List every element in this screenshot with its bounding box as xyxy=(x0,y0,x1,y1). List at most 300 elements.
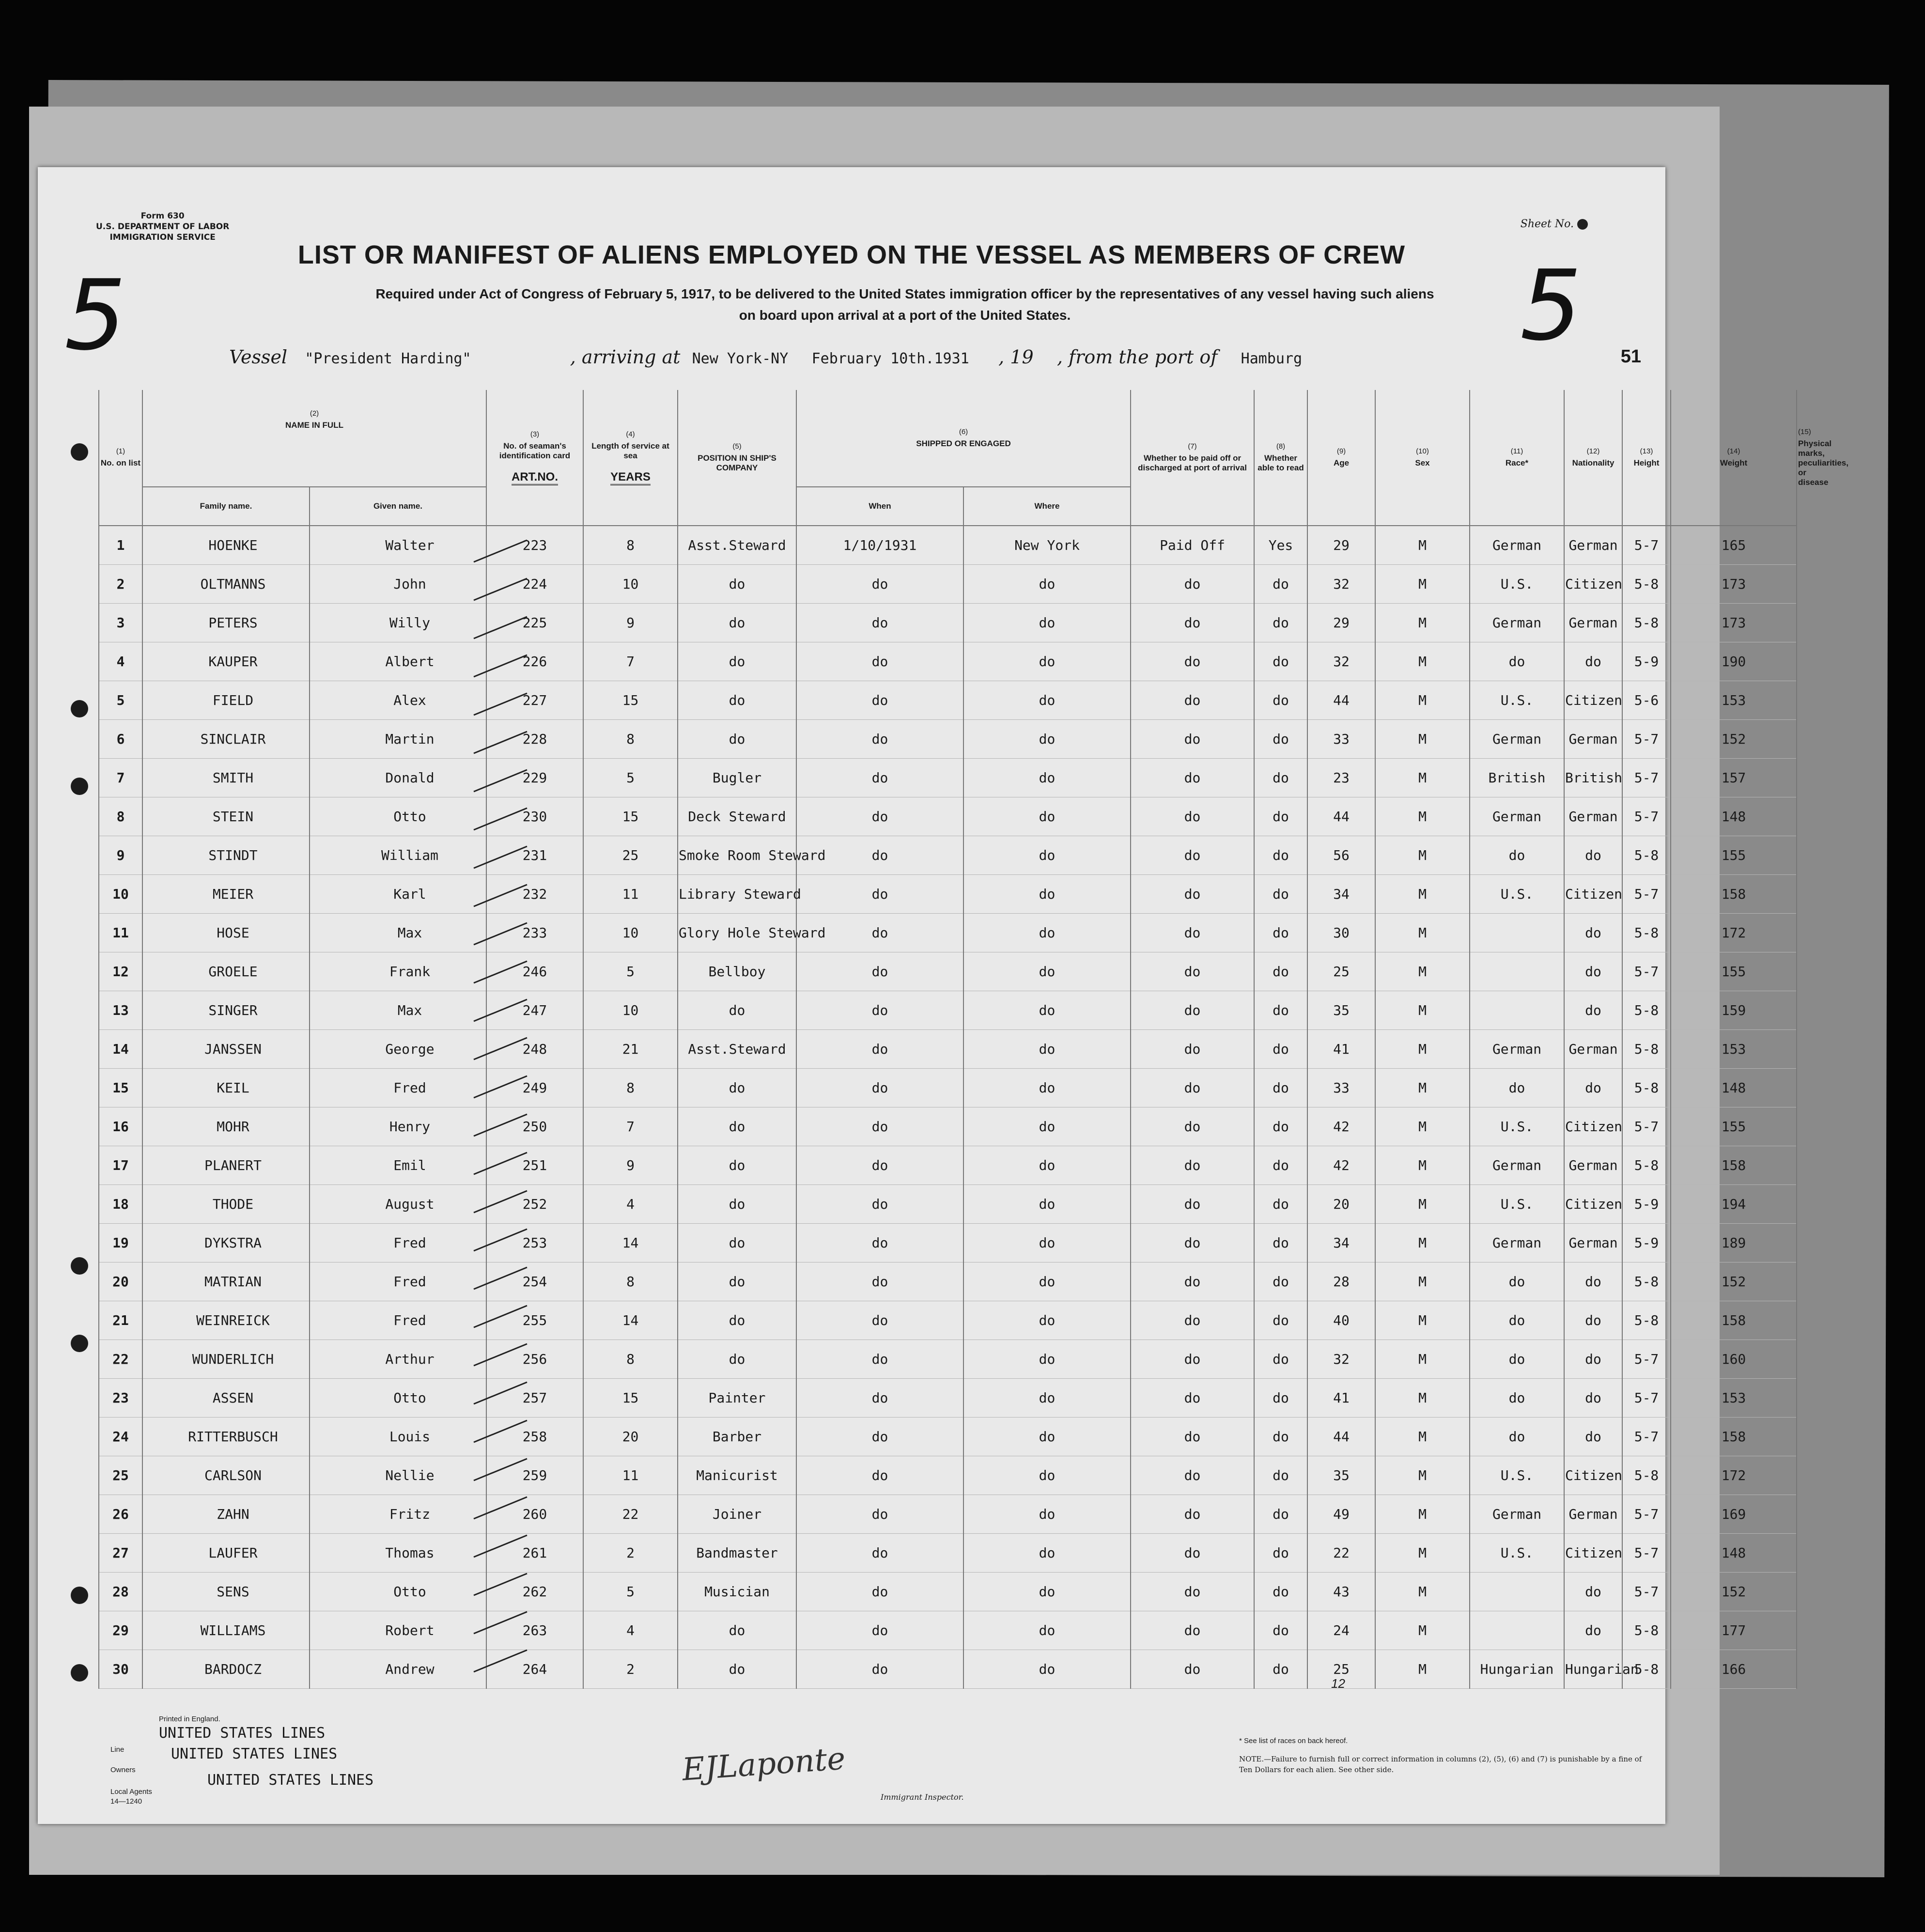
cell-height: 5-8 xyxy=(1622,604,1671,642)
cell-able-to-read: do xyxy=(1254,1495,1307,1534)
cell-nationality: do xyxy=(1564,836,1622,875)
cell-shipped-when: do xyxy=(796,1301,963,1340)
header-when: When xyxy=(796,487,963,526)
cell-race: German xyxy=(1470,1146,1564,1185)
cell-able-to-read: do xyxy=(1254,1224,1307,1262)
cell-ship-position: Bugler xyxy=(678,759,796,797)
cell-able-to-read: do xyxy=(1254,681,1307,720)
cell-height: 5-8 xyxy=(1622,1069,1671,1107)
cell-sex: M xyxy=(1375,1262,1470,1301)
cell-race xyxy=(1470,991,1564,1030)
cell-shipped-where: do xyxy=(963,1418,1131,1456)
cell-shipped-where: do xyxy=(963,1573,1131,1611)
cell-weight: 155 xyxy=(1671,836,1797,875)
cell-weight: 153 xyxy=(1671,1030,1797,1069)
vessel-name: "President Harding" xyxy=(305,350,471,367)
cell-paid-off: do xyxy=(1131,604,1254,642)
table-row xyxy=(99,914,1797,952)
arrival-port: New York-NY xyxy=(692,350,789,367)
cell-given-name: Martin xyxy=(310,720,486,759)
table-row xyxy=(99,1340,1797,1379)
cell-row-number: 30 xyxy=(99,1650,142,1689)
cell-sex: M xyxy=(1375,681,1470,720)
cell-height: 5-8 xyxy=(1622,836,1671,875)
cell-given-name: Henry xyxy=(310,1107,486,1146)
cell-weight: 148 xyxy=(1671,797,1797,836)
cell-family-name: RITTERBUSCH xyxy=(142,1418,310,1456)
cell-years-at-sea: 4 xyxy=(583,1185,678,1224)
cell-ship-position: do xyxy=(678,1107,796,1146)
cell-row-number: 6 xyxy=(99,720,142,759)
table-row xyxy=(99,1611,1797,1650)
cell-sex: M xyxy=(1375,1611,1470,1650)
arriving-label: , arriving at xyxy=(570,346,681,368)
punch-hole xyxy=(71,443,88,461)
cell-sex: M xyxy=(1375,1495,1470,1534)
header-id-card: (3) No. of seaman's identification card ART.NO. xyxy=(486,390,583,526)
cell-able-to-read: do xyxy=(1254,1534,1307,1573)
cell-paid-off: do xyxy=(1131,1107,1254,1146)
cell-family-name: MATRIAN xyxy=(142,1262,310,1301)
cell-family-name: KAUPER xyxy=(142,642,310,681)
cell-given-name: August xyxy=(310,1185,486,1224)
cell-nationality: do xyxy=(1564,1611,1622,1650)
cell-id-card-number: 260 xyxy=(486,1495,583,1534)
table-row xyxy=(99,1069,1797,1107)
table-row xyxy=(99,1146,1797,1185)
cell-age: 30 xyxy=(1307,914,1375,952)
cell-able-to-read: do xyxy=(1254,565,1307,604)
cell-id-card-number: 223 xyxy=(486,526,583,565)
cell-sex: M xyxy=(1375,1146,1470,1185)
year-label: , 19 xyxy=(998,346,1034,368)
cell-race xyxy=(1470,914,1564,952)
form-number: Form 630 xyxy=(140,211,185,221)
table-row xyxy=(99,1224,1797,1262)
cell-shipped-when: do xyxy=(796,914,963,952)
races-note: * See list of races on back hereof. xyxy=(1239,1737,1348,1745)
cell-shipped-where: do xyxy=(963,1495,1131,1534)
cell-able-to-read: do xyxy=(1254,991,1307,1030)
cell-able-to-read: do xyxy=(1254,914,1307,952)
cell-height: 5-8 xyxy=(1622,565,1671,604)
cell-ship-position: Bellboy xyxy=(678,952,796,991)
line-company-value-top: UNITED STATES LINES xyxy=(159,1725,326,1742)
table-row xyxy=(99,1262,1797,1301)
cell-years-at-sea: 21 xyxy=(583,1030,678,1069)
cell-shipped-when: do xyxy=(796,836,963,875)
cell-family-name: SMITH xyxy=(142,759,310,797)
cell-id-card-number: 227 xyxy=(486,681,583,720)
cell-shipped-when: do xyxy=(796,1534,963,1573)
cell-given-name: Otto xyxy=(310,1379,486,1418)
cell-paid-off: do xyxy=(1131,565,1254,604)
cell-sex: M xyxy=(1375,1456,1470,1495)
cell-height: 5-7 xyxy=(1622,952,1671,991)
cell-weight: 153 xyxy=(1671,1379,1797,1418)
cell-nationality: do xyxy=(1564,1573,1622,1611)
cell-sex: M xyxy=(1375,1379,1470,1418)
cell-race xyxy=(1470,952,1564,991)
cell-weight: 173 xyxy=(1671,604,1797,642)
cell-age: 33 xyxy=(1307,720,1375,759)
cell-ship-position: Manicurist xyxy=(678,1456,796,1495)
sheet-number xyxy=(1521,218,1588,230)
cell-age: 28 xyxy=(1307,1262,1375,1301)
cell-id-card-number: 250 xyxy=(486,1107,583,1146)
cell-family-name: SINGER xyxy=(142,991,310,1030)
cell-row-number: 16 xyxy=(99,1107,142,1146)
cell-id-card-number: 225 xyxy=(486,604,583,642)
cell-able-to-read: do xyxy=(1254,836,1307,875)
cell-row-number: 28 xyxy=(99,1573,142,1611)
cell-sex: M xyxy=(1375,952,1470,991)
cell-nationality: Citizen xyxy=(1564,1107,1622,1146)
cell-shipped-when: do xyxy=(796,1146,963,1185)
table-row xyxy=(99,1418,1797,1456)
cell-ship-position: Deck Steward xyxy=(678,797,796,836)
cell-ship-position: do xyxy=(678,565,796,604)
cell-height: 5-8 xyxy=(1622,991,1671,1030)
cell-family-name: WILLIAMS xyxy=(142,1611,310,1650)
subtitle-line-2: on board upon arrival at a port of the United States. xyxy=(739,308,1071,323)
cell-weight: 148 xyxy=(1671,1534,1797,1573)
cell-given-name: Fred xyxy=(310,1069,486,1107)
cell-family-name: BARDOCZ xyxy=(142,1650,310,1689)
cell-shipped-when: do xyxy=(796,681,963,720)
cell-shipped-when: do xyxy=(796,1030,963,1069)
cell-nationality: do xyxy=(1564,1262,1622,1301)
cell-ship-position: Smoke Room Steward xyxy=(678,836,796,875)
vessel-label: Vessel xyxy=(229,346,288,368)
page-subtitle xyxy=(251,283,1559,326)
cell-ship-position: do xyxy=(678,1146,796,1185)
cell-shipped-when: do xyxy=(796,642,963,681)
cell-row-number: 13 xyxy=(99,991,142,1030)
cell-id-card-number: 232 xyxy=(486,875,583,914)
cell-ship-position: do xyxy=(678,991,796,1030)
cell-id-card-number: 230 xyxy=(486,797,583,836)
cell-years-at-sea: 10 xyxy=(583,565,678,604)
cell-height: 5-7 xyxy=(1622,526,1671,565)
owners-value: UNITED STATES LINES xyxy=(207,1772,374,1789)
departure-port: Hamburg xyxy=(1241,350,1303,367)
cell-sex: M xyxy=(1375,991,1470,1030)
cell-paid-off: do xyxy=(1131,1495,1254,1534)
cell-given-name: Louis xyxy=(310,1418,486,1456)
cell-height: 5-7 xyxy=(1622,1340,1671,1379)
cell-given-name: Albert xyxy=(310,642,486,681)
cell-family-name: MOHR xyxy=(142,1107,310,1146)
cell-weight: 158 xyxy=(1671,875,1797,914)
cell-row-number: 23 xyxy=(99,1379,142,1418)
line-label: Line xyxy=(110,1745,124,1754)
cell-able-to-read: do xyxy=(1254,1456,1307,1495)
header-height: (13) Height xyxy=(1622,390,1671,526)
cell-nationality: do xyxy=(1564,914,1622,952)
cell-paid-off: do xyxy=(1131,836,1254,875)
header-length-service: (4) Length of service at sea YEARS xyxy=(583,390,678,526)
cell-age: 56 xyxy=(1307,836,1375,875)
cell-shipped-when: do xyxy=(796,1650,963,1689)
header-nationality: (12) Nationality xyxy=(1564,390,1622,526)
cell-age: 24 xyxy=(1307,1611,1375,1650)
cell-row-number: 8 xyxy=(99,797,142,836)
cell-age: 23 xyxy=(1307,759,1375,797)
cell-id-card-number: 246 xyxy=(486,952,583,991)
table-row xyxy=(99,1185,1797,1224)
punch-hole xyxy=(71,1335,88,1352)
cell-able-to-read: do xyxy=(1254,1418,1307,1456)
cell-height: 5-9 xyxy=(1622,642,1671,681)
header-race: (11) Race* xyxy=(1470,390,1564,526)
cell-age: 44 xyxy=(1307,681,1375,720)
header-weight: (14) Weight xyxy=(1671,390,1797,526)
cell-paid-off: do xyxy=(1131,1340,1254,1379)
cell-able-to-read: do xyxy=(1254,1030,1307,1069)
cell-age: 42 xyxy=(1307,1146,1375,1185)
vessel-line xyxy=(229,346,1302,368)
cell-paid-off: do xyxy=(1131,1650,1254,1689)
cell-id-card-number: 263 xyxy=(486,1611,583,1650)
cell-id-card-number: 258 xyxy=(486,1418,583,1456)
cell-shipped-where: do xyxy=(963,1340,1131,1379)
cell-ship-position: do xyxy=(678,604,796,642)
table-row xyxy=(99,565,1797,604)
cell-race xyxy=(1470,1573,1564,1611)
header-paid-off: (7) Whether to be paid off or discharged at port of arrival xyxy=(1131,390,1254,526)
cell-given-name: Fritz xyxy=(310,1495,486,1534)
cell-id-card-number: 251 xyxy=(486,1146,583,1185)
cell-id-card-number: 233 xyxy=(486,914,583,952)
cell-shipped-when: do xyxy=(796,720,963,759)
table-row xyxy=(99,604,1797,642)
cell-given-name: Nellie xyxy=(310,1456,486,1495)
cell-nationality: Citizen xyxy=(1564,565,1622,604)
cell-years-at-sea: 8 xyxy=(583,1069,678,1107)
cell-given-name: Max xyxy=(310,914,486,952)
cell-family-name: SINCLAIR xyxy=(142,720,310,759)
cell-sex: M xyxy=(1375,1107,1470,1146)
cell-family-name: PETERS xyxy=(142,604,310,642)
cell-race: U.S. xyxy=(1470,565,1564,604)
cell-shipped-when: do xyxy=(796,1069,963,1107)
cell-able-to-read: do xyxy=(1254,604,1307,642)
cell-nationality: German xyxy=(1564,1224,1622,1262)
cell-years-at-sea: 9 xyxy=(583,604,678,642)
cell-nationality: Citizen xyxy=(1564,1456,1622,1495)
cell-age: 25 xyxy=(1307,1650,1375,1689)
cell-nationality: do xyxy=(1564,642,1622,681)
cell-paid-off: do xyxy=(1131,1418,1254,1456)
cell-row-number: 20 xyxy=(99,1262,142,1301)
cell-weight: 153 xyxy=(1671,681,1797,720)
cell-id-card-number: 259 xyxy=(486,1456,583,1495)
cell-id-card-number: 228 xyxy=(486,720,583,759)
header-family-name: Family name. xyxy=(142,487,310,526)
cell-weight: 172 xyxy=(1671,914,1797,952)
cell-height: 5-7 xyxy=(1622,875,1671,914)
cell-shipped-where: do xyxy=(963,1301,1131,1340)
cell-age: 22 xyxy=(1307,1534,1375,1573)
cell-paid-off: do xyxy=(1131,914,1254,952)
cell-years-at-sea: 8 xyxy=(583,526,678,565)
cell-height: 5-8 xyxy=(1622,1611,1671,1650)
cell-row-number: 17 xyxy=(99,1146,142,1185)
cell-age: 35 xyxy=(1307,991,1375,1030)
cell-shipped-where: do xyxy=(963,836,1131,875)
cell-sex: M xyxy=(1375,720,1470,759)
header-where: Where xyxy=(963,487,1131,526)
cell-nationality: Citizen xyxy=(1564,1534,1622,1573)
cell-id-card-number: 262 xyxy=(486,1573,583,1611)
cell-id-card-number: 254 xyxy=(486,1262,583,1301)
subtitle-line-1: Required under Act of Congress of February 5, 1917, to be delivered to the United States immigration officer by the representatives of any vessel having such aliens xyxy=(375,286,1434,301)
cell-given-name: Frank xyxy=(310,952,486,991)
punch-hole xyxy=(71,700,88,717)
cell-given-name: George xyxy=(310,1030,486,1069)
cell-able-to-read: do xyxy=(1254,1340,1307,1379)
cell-shipped-when: do xyxy=(796,1495,963,1534)
table-row xyxy=(99,1107,1797,1146)
cell-years-at-sea: 25 xyxy=(583,836,678,875)
cell-family-name: KEIL xyxy=(142,1069,310,1107)
cell-given-name: Max xyxy=(310,991,486,1030)
cell-sex: M xyxy=(1375,1650,1470,1689)
crew-manifest-table: (1) No. on list (2) NAME IN FULL (3) No. of seaman's identification card ART.NO. (4) Length of service at sea YEARS (5) POSITION IN SHIP'S COMPANY (6) SHIPPED OR ENGAGED (7) Whether to be paid off or discharged at port of arrival (8) Whether able to read (9) Age (10) Sex (11) Race* (12) Nationality (13) Height (14) Weight Physical marks, peculiarities, or disease Family name. Given name. When Where 1 HOENKE Walter 223 8 Asst.Steward 1/10/1931 New York Paid Off Yes 29 M German German 5-7 165 2 OLTMANNS John 224 10 do do do do do 32 M U.S. Citizen 5-8 173 3 PETERS Willy 225 9 do do do do do 29 M German German 5-8 173 4 KAUPER Albert 226 7 do do do do do 32 M do do 5-9 190 5 FIELD Alex 227 15 do do do do do 44 M U.S. Citizen 5-6 153 6 SINCLAIR Martin 228 8 do do do do do 33 M German German 5-7 152 7 SMITH Donald 229 5 Bugler do do do do 23 M British British 5-7 157 8 STEIN Otto 230 15 Deck Steward do do do do 44 M German German 5-7 148 9 STINDT William 231 25 Smoke Room Steward do do do do 56 M do do 5-8 155 10 MEIER Karl 232 11 Library Steward do do do do 34 M U.S. Citizen 5-7 158 11 HOSE Max 233 10 Glory Hole Steward do do do do 30 M do 5-8 172 12 GROELE Frank 246 5 Bellboy do do do do 25 M do 5-7 155 13 SINGER Max 247 10 do do do do do 35 M do 5-8 159 14 JANSSEN George 248 21 Asst.Steward do do do do 41 M German German 5-8 153 15 KEIL Fred 249 8 do do do do do 33 M do do 5-8 148 16 MOHR Henry 250 7 do do do do do 42 M U.S. Citizen 5-7 155 17 PLANERT Emil 251 9 do do do do do 42 M German German 5-8 158 18 THODE August 252 4 do do do do do 20 M U.S. Citizen 5-9 194 19 DYKSTRA Fred 253 14 do do do do do 34 M German German 5-9 189 20 MATRIAN Fred 254 8 do do do do do 28 M do do 5-8 152 21 WEINREICK Fred 255 14 do do do do do 40 M do do 5-8 158 22 WUNDERLICH Arthur 256 8 do do do do do 32 M do do 5-7 160 23 ASSEN Otto 257 15 Painter do do do do 41 M do do 5-7 153 24 RITTERBUSCH Louis 258 20 Barber do do do do 44 M do do 5-7 158 25 CARLSON Nellie 259 11 Manicurist do do do do 35 M U.S. Citizen 5-8 172 26 ZAHN Fritz 260 22 Joiner do do do do 49 M German German 5-7 169 27 LAUFER Thomas 261 2 Bandmaster do do do do 22 M U.S. Citizen 5-7 148 28 SENS Otto 262 5 Musician do do do do 43 M do 5-7 152 29 WILLIAMS Robert 263 4 do do do do do 24 M do 5-8 177 30 BARDOCZ Andrew 264 2 do do do do do 25 M Hungarian Hungarian 5-8 166 xyxy=(98,390,1797,1689)
cell-shipped-where: do xyxy=(963,1456,1131,1495)
cell-years-at-sea: 14 xyxy=(583,1224,678,1262)
table-row xyxy=(99,1573,1797,1611)
cell-race: U.S. xyxy=(1470,1107,1564,1146)
cell-given-name: Fred xyxy=(310,1262,486,1301)
penalty-note: NOTE.—Failure to furnish full or correct information in columns (2), (5), (6) and (7) is punishable by a fine of Ten Dollars for each alien. See other side. xyxy=(1239,1755,1642,1774)
cell-weight: 157 xyxy=(1671,759,1797,797)
inspector-signature: EJLaponte xyxy=(681,1741,847,1788)
cell-able-to-read: do xyxy=(1254,1107,1307,1146)
cell-shipped-where: do xyxy=(963,681,1131,720)
table-row xyxy=(99,759,1797,797)
cell-paid-off: do xyxy=(1131,1301,1254,1340)
cell-shipped-when: 1/10/1931 xyxy=(796,526,963,565)
cell-age: 42 xyxy=(1307,1107,1375,1146)
header-position: (5) POSITION IN SHIP'S COMPANY xyxy=(678,390,796,526)
cell-race: German xyxy=(1470,1224,1564,1262)
table-row xyxy=(99,797,1797,836)
cell-paid-off: do xyxy=(1131,1534,1254,1573)
cell-weight: 159 xyxy=(1671,991,1797,1030)
cell-able-to-read: do xyxy=(1254,1185,1307,1224)
cell-age: 40 xyxy=(1307,1301,1375,1340)
header-able-to-read: (8) Whether able to read xyxy=(1254,390,1307,526)
cell-race: German xyxy=(1470,720,1564,759)
cell-given-name: Otto xyxy=(310,1573,486,1611)
department-header xyxy=(96,211,229,243)
cell-shipped-where: do xyxy=(963,952,1131,991)
cell-family-name: STINDT xyxy=(142,836,310,875)
cell-sex: M xyxy=(1375,526,1470,565)
tally-mark: 12 xyxy=(1331,1676,1345,1691)
handwritten-number-left: 5 xyxy=(64,259,126,372)
cell-weight: 158 xyxy=(1671,1418,1797,1456)
cell-ship-position: Painter xyxy=(678,1379,796,1418)
cell-row-number: 25 xyxy=(99,1456,142,1495)
agents-label: Local Agents xyxy=(110,1788,152,1796)
cell-race: do xyxy=(1470,1418,1564,1456)
cell-able-to-read: do xyxy=(1254,642,1307,681)
cell-given-name: Willy xyxy=(310,604,486,642)
header-given-name: Given name. xyxy=(310,487,486,526)
cell-row-number: 1 xyxy=(99,526,142,565)
cell-shipped-when: do xyxy=(796,1573,963,1611)
cell-nationality: German xyxy=(1564,1146,1622,1185)
cell-shipped-when: do xyxy=(796,1224,963,1262)
cell-sex: M xyxy=(1375,797,1470,836)
cell-nationality: do xyxy=(1564,1340,1622,1379)
cell-able-to-read: do xyxy=(1254,1379,1307,1418)
punch-hole xyxy=(71,1587,88,1604)
cell-years-at-sea: 22 xyxy=(583,1495,678,1534)
cell-id-card-number: 257 xyxy=(486,1379,583,1418)
cell-sex: M xyxy=(1375,1573,1470,1611)
cell-paid-off: do xyxy=(1131,1069,1254,1107)
cell-weight: 173 xyxy=(1671,565,1797,604)
cell-able-to-read: do xyxy=(1254,759,1307,797)
cell-age: 32 xyxy=(1307,1340,1375,1379)
cell-race: U.S. xyxy=(1470,1456,1564,1495)
cell-race: Hungarian xyxy=(1470,1650,1564,1689)
cell-shipped-where: do xyxy=(963,1069,1131,1107)
cell-given-name: Alex xyxy=(310,681,486,720)
cell-age: 44 xyxy=(1307,1418,1375,1456)
cell-years-at-sea: 11 xyxy=(583,875,678,914)
cell-given-name: Robert xyxy=(310,1611,486,1650)
cell-id-card-number: 255 xyxy=(486,1301,583,1340)
table-row xyxy=(99,836,1797,875)
cell-weight: 165 xyxy=(1671,526,1797,565)
cell-family-name: FIELD xyxy=(142,681,310,720)
cell-paid-off: do xyxy=(1131,1379,1254,1418)
agents-code: 14—1240 xyxy=(110,1797,142,1806)
table-row xyxy=(99,1495,1797,1534)
cell-nationality: Citizen xyxy=(1564,1185,1622,1224)
cell-years-at-sea: 8 xyxy=(583,720,678,759)
department-name: U.S. DEPARTMENT OF LABOR xyxy=(96,222,230,232)
cell-ship-position: do xyxy=(678,720,796,759)
cell-id-card-number: 252 xyxy=(486,1185,583,1224)
cell-height: 5-7 xyxy=(1622,1534,1671,1573)
cell-shipped-where: do xyxy=(963,642,1131,681)
cell-family-name: CARLSON xyxy=(142,1456,310,1495)
cell-weight: 152 xyxy=(1671,1573,1797,1611)
cell-race: U.S. xyxy=(1470,681,1564,720)
cell-sex: M xyxy=(1375,1030,1470,1069)
cell-ship-position: do xyxy=(678,1611,796,1650)
cell-weight: 190 xyxy=(1671,642,1797,681)
cell-age: 41 xyxy=(1307,1379,1375,1418)
cell-years-at-sea: 5 xyxy=(583,759,678,797)
cell-paid-off: do xyxy=(1131,1146,1254,1185)
cell-given-name: Fred xyxy=(310,1301,486,1340)
cell-weight: 160 xyxy=(1671,1340,1797,1379)
cell-nationality: British xyxy=(1564,759,1622,797)
cell-race: do xyxy=(1470,1069,1564,1107)
cell-weight: 155 xyxy=(1671,1107,1797,1146)
cell-ship-position: Barber xyxy=(678,1418,796,1456)
cell-years-at-sea: 5 xyxy=(583,952,678,991)
cell-shipped-where: New York xyxy=(963,526,1131,565)
cell-weight: 189 xyxy=(1671,1224,1797,1262)
